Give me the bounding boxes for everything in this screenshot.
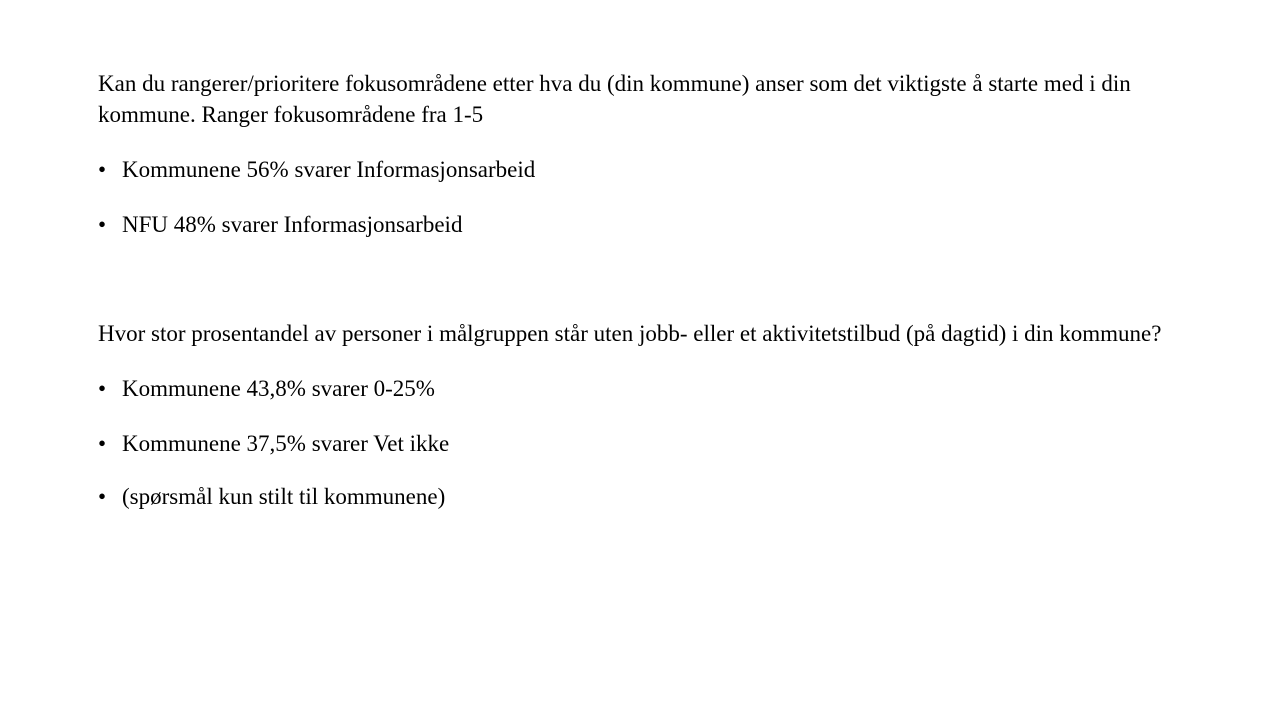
bullet-text: (spørsmål kun stilt til kommunene) <box>122 484 446 509</box>
list-item <box>98 481 1198 512</box>
section-unemployment <box>98 318 1198 512</box>
bullet-icon: • <box>98 212 107 237</box>
bullet-icon: • <box>98 157 107 182</box>
list-item <box>98 154 1198 185</box>
bullet-icon: • <box>98 484 107 509</box>
list-item <box>98 373 1198 404</box>
list-item <box>98 209 1198 240</box>
bullet-icon: • <box>98 431 107 456</box>
bullet-text: Kommunene 43,8% svarer 0-25% <box>122 376 435 401</box>
bullet-list-focus-areas <box>98 154 1198 240</box>
list-item <box>98 428 1198 459</box>
bullet-text: NFU 48% svarer Informasjonsarbeid <box>122 212 463 237</box>
section-focus-areas <box>98 68 1198 240</box>
question-focus-areas: Kan du rangerer/prioritere fokusområdene etter hva du (din kommune) anser som det viktigste å starte med i din kommune. Ranger fokusområdene fra 1-5 <box>98 71 1131 127</box>
bullet-text: Kommunene 56% svarer Informasjonsarbeid <box>122 157 536 182</box>
bullet-text: Kommunene 37,5% svarer Vet ikke <box>122 431 450 456</box>
bullet-list-unemployment <box>98 373 1198 512</box>
question-unemployment: Hvor stor prosentandel av personer i målgruppen står uten jobb- eller et aktivitetstilbud (på dagtid) i din kommune? <box>98 321 1162 346</box>
bullet-icon: • <box>98 376 107 401</box>
